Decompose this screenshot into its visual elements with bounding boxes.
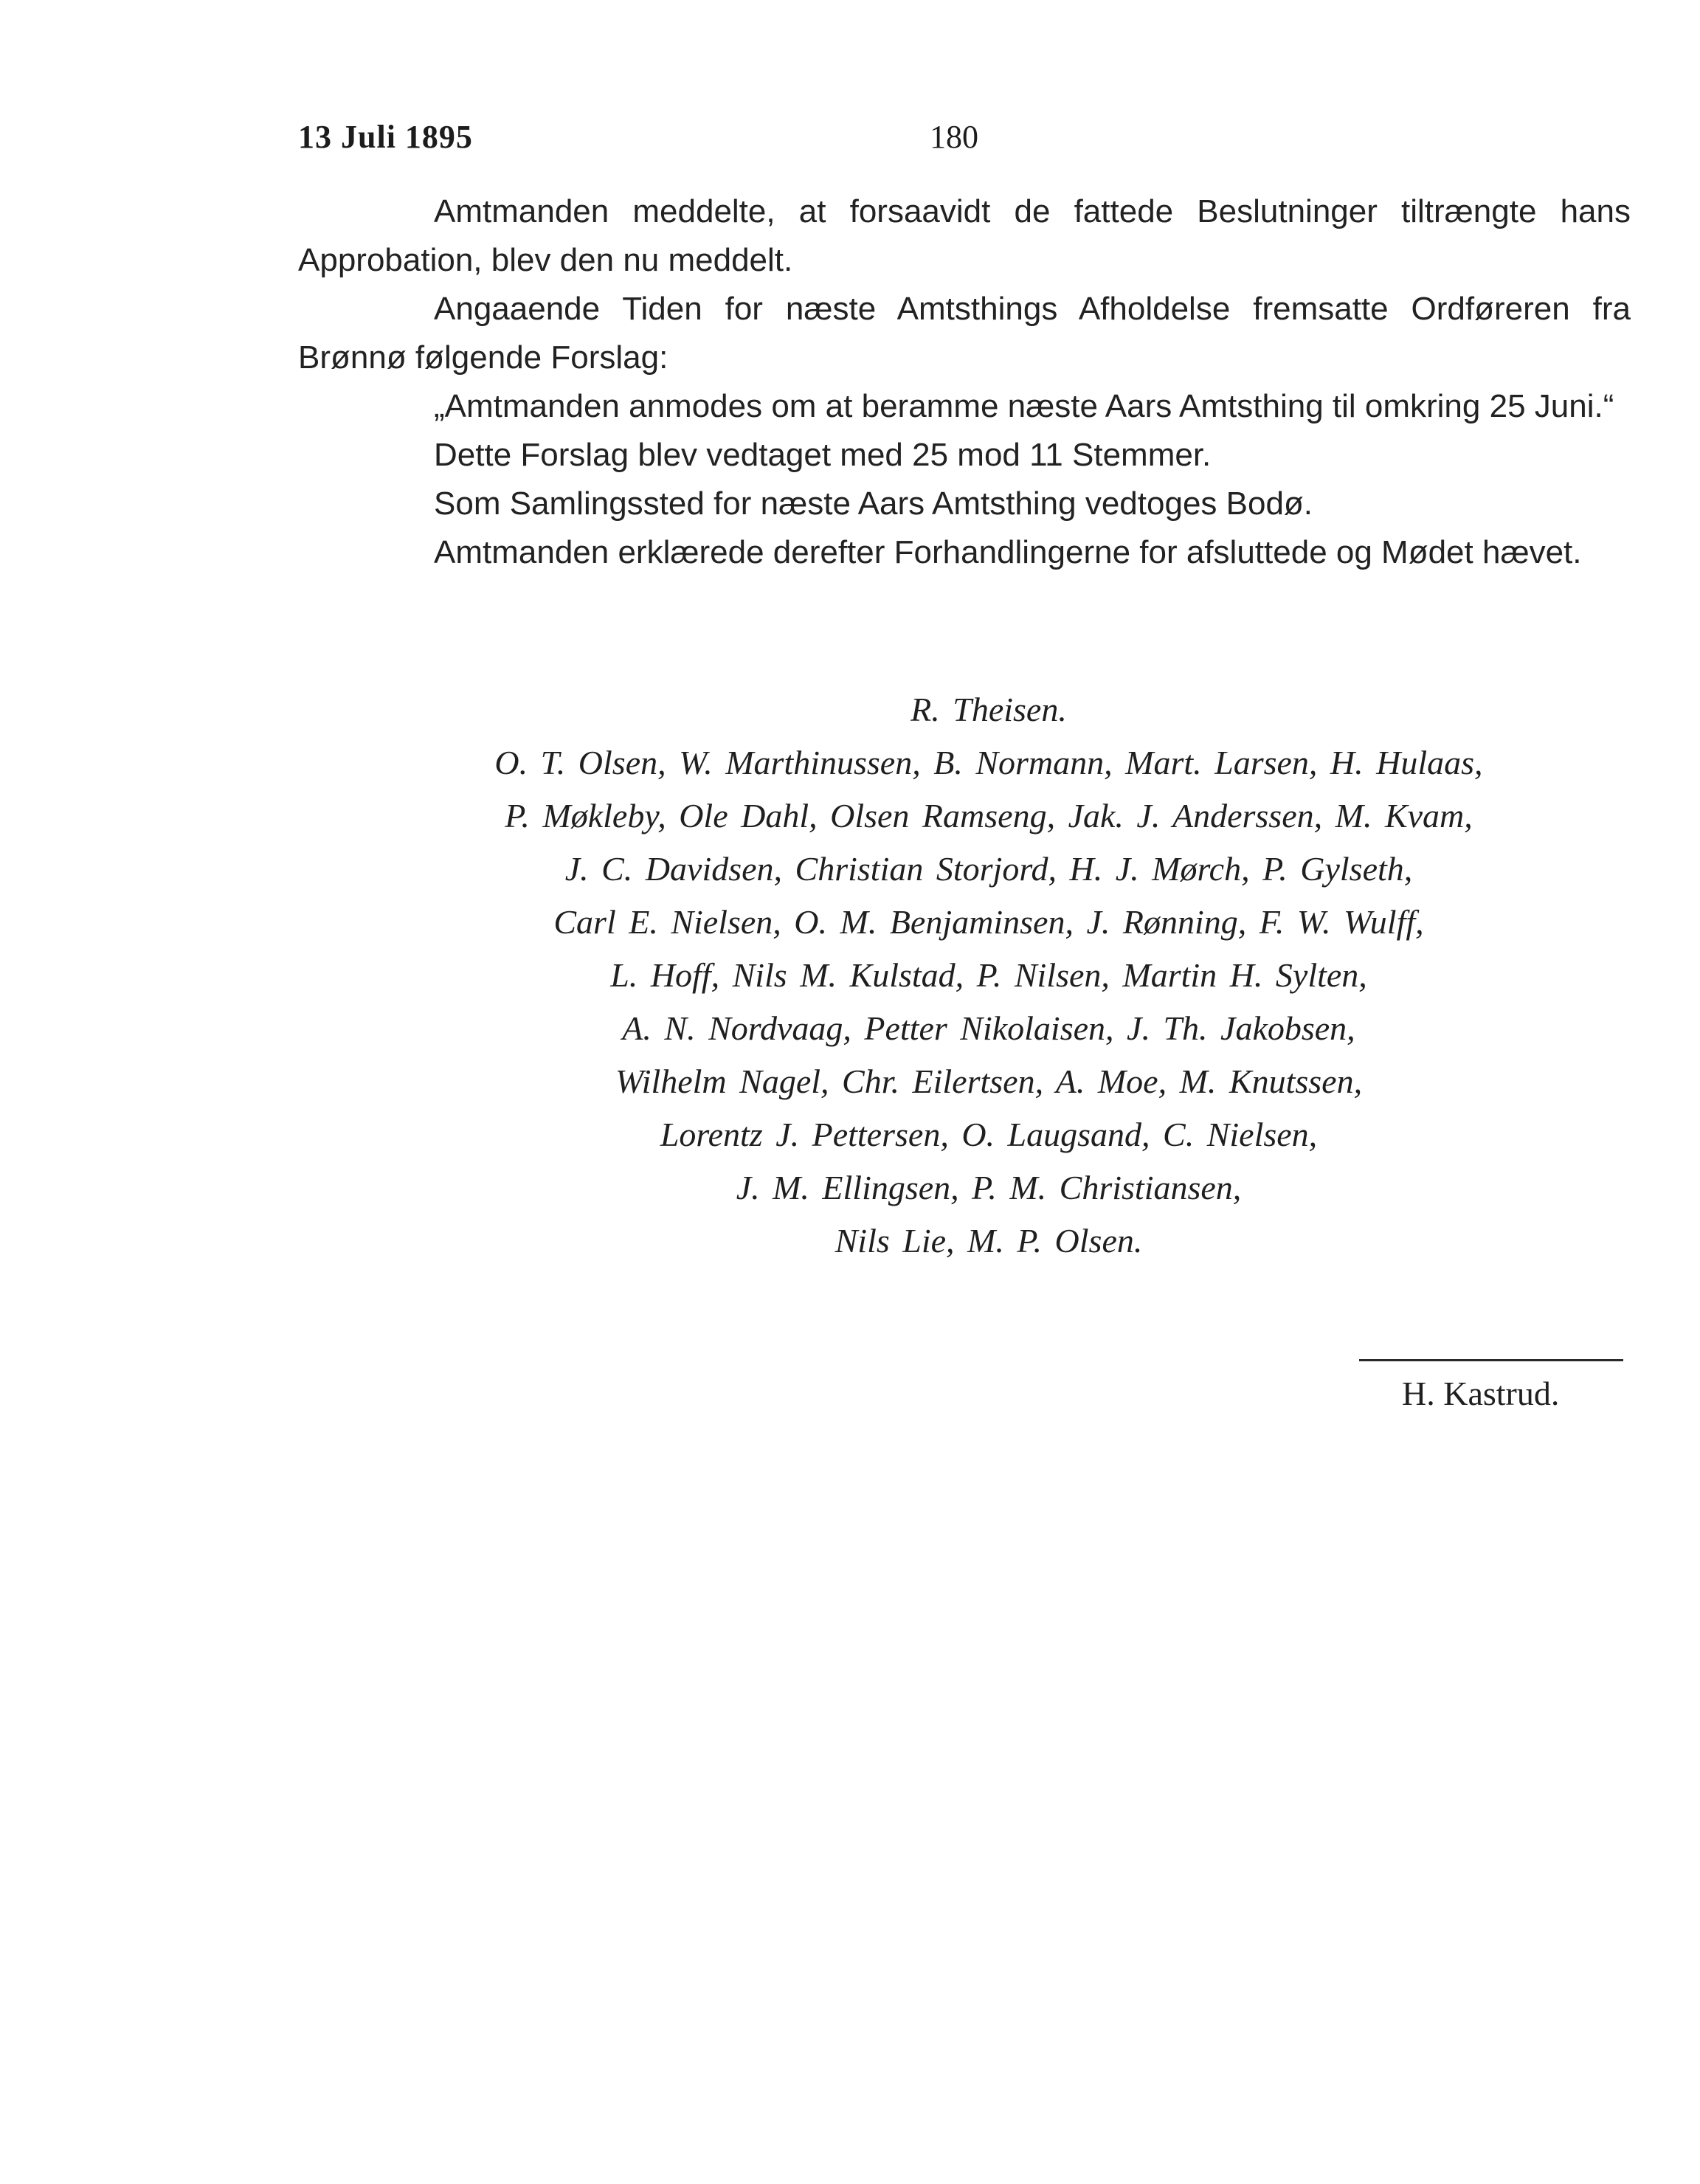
signature-line: A. N. Nordvaag, Petter Nikolaisen, J. Th. Jakobsen, [622,1009,1355,1047]
paragraph-approbation: Amtmanden meddelte, at forsaavidt de fattede Beslutninger tiltrængte hans Approbation, blev den nu meddelt. [298,193,1631,278]
signature-line: O. T. Olsen, W. Marthinussen, B. Normann, Mart. Larsen, H. Hulaas, [494,744,1483,781]
header-date: 13 Juli 1895 [298,119,473,155]
signature-line: Carl E. Nielsen, O. M. Benjaminsen, J. Rønning, F. W. Wulff, [553,903,1424,941]
paragraph-proposal-quote: „Amtmanden anmodes om at beramme næste Aars Amtsthing til omkring 25 Juni.“ [434,388,1614,424]
secretary-signature: H. Kastrud. [1402,1375,1560,1412]
page-number: 180 [930,119,978,155]
chair-signature: R. Theisen. [911,691,1067,728]
signature-line: J. M. Ellingsen, P. M. Christiansen, [736,1169,1242,1206]
signature-line: P. Møkleby, Ole Dahl, Olsen Ramseng, Jak. J. Anderssen, M. Kvam, [505,797,1473,834]
signature-block [310,683,1668,1268]
paragraph-proposal-intro: Angaaende Tiden for næste Amtsthings Afholdelse fremsatte Ordføreren fra Brønnø følgende Forslag: [298,291,1631,376]
signature-line: J. C. Davidsen, Christian Storjord, H. J. Mørch, P. Gylseth, [564,850,1413,888]
signature-line: Wilhelm Nagel, Chr. Eilertsen, A. Moe, M. Knutssen, [615,1062,1363,1100]
page-header [0,118,1700,162]
paragraph-closing: Amtmanden erklærede derefter Forhandlingerne for afsluttede og Mødet hævet. [434,534,1582,570]
signature-line: Nils Lie, M. P. Olsen. [835,1222,1143,1259]
body-text [298,187,1631,577]
divider-rule [1359,1359,1623,1361]
signature-line: Lorentz J. Pettersen, O. Laugsand, C. Nielsen, [660,1116,1318,1153]
paragraph-vote-result: Dette Forslag blev vedtaget med 25 mod 11 Stemmer. [434,437,1212,473]
paragraph-meeting-place: Som Samlingssted for næste Aars Amtsthing vedtoges Bodø. [434,485,1313,522]
signature-line: L. Hoff, Nils M. Kulstad, P. Nilsen, Martin H. Sylten, [610,956,1367,994]
